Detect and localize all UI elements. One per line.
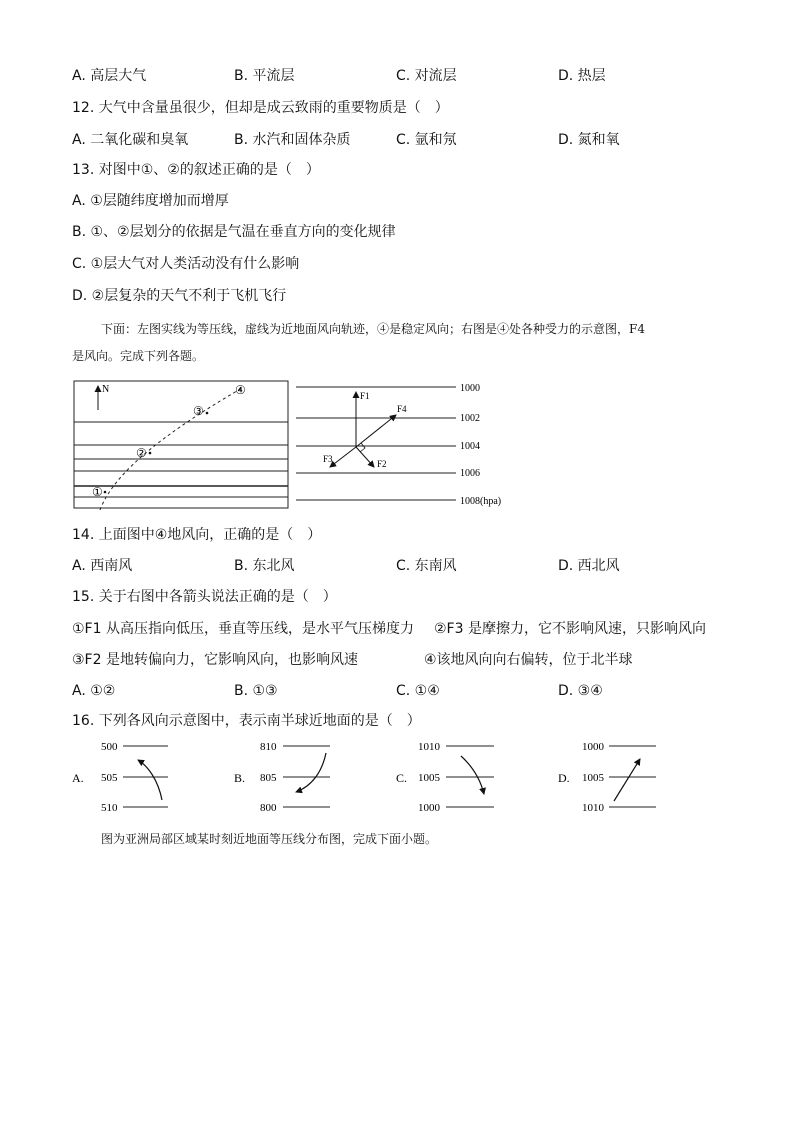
q15-option-c: C. ①④ (396, 683, 440, 699)
q14-option-d: D. 西北风 (558, 558, 620, 574)
intro-2: 图为亚洲局部区域某时刻近地面等压线分布图，完成下面小题。 (101, 832, 438, 846)
diagram-letter: D. (558, 771, 570, 785)
isobar-label: 1010 (418, 741, 440, 753)
wind-arrow-icon (461, 756, 484, 794)
q16-diagram-b (234, 741, 330, 814)
q15-statement-2: ②F3 是摩擦力，它不影响风速，只影响风向 (434, 621, 706, 637)
isobar-label: 1008(hpa) (460, 496, 502, 507)
q11-option-c: C. 对流层 (396, 68, 457, 84)
q14-option-c: C. 东南风 (396, 558, 457, 574)
intro-line-1: 下面：左图实线为等压线，虚线为近地面风向轨迹，④是稳定风向；右图是④处各种受力的示意图，F4 (101, 322, 645, 336)
q14-option-b: B. 东北风 (234, 558, 295, 574)
q11-option-b: B. 平流层 (234, 68, 295, 84)
diagram-letter: B. (234, 771, 246, 785)
q16-stem: 16. 下列各风向示意图中，表示南半球近地面的是（ ） (72, 713, 421, 729)
diagram-letter: A. (72, 771, 84, 785)
q15-option-d: D. ③④ (558, 683, 603, 699)
marker-2: ② (136, 446, 147, 460)
isobar-label: 505 (101, 772, 118, 784)
isobar-label: 1004 (460, 441, 480, 452)
force-label-f2: F2 (377, 459, 387, 469)
q12-option-c: C. 氩和氖 (396, 132, 457, 148)
wind-arrow-icon (614, 759, 640, 801)
marker-4: ④ (235, 383, 246, 397)
wind-arrow-icon (138, 760, 162, 800)
isobar-label: 1000 (582, 741, 604, 753)
marker-3: ③ (193, 404, 204, 418)
q12-option-d: D. 氮和氧 (558, 132, 620, 148)
force-label-f4: F4 (397, 404, 407, 414)
wind-arrow-icon (296, 753, 326, 792)
q13-option-d: D. ②层复杂的天气不利于飞机飞行 (72, 288, 287, 304)
q16-diagram-c (396, 741, 494, 814)
q14-option-a: A. 西南风 (72, 558, 133, 574)
q11-option-d: D. 热层 (558, 68, 606, 84)
diagram-letter: C. (396, 771, 408, 785)
intro-line-2: 是风向。完成下列各题。 (72, 349, 205, 363)
q13-stem: 13. 对图中①、②的叙述正确的是（ ） (72, 162, 320, 178)
force-label-f1: F1 (360, 391, 370, 401)
q16-diagram-a (72, 741, 168, 814)
north-label: N (102, 384, 110, 395)
isobar-label: 800 (260, 802, 277, 814)
q13-option-b: B. ①、②层划分的依据是气温在垂直方向的变化规律 (72, 224, 396, 240)
isobar-label: 1005 (418, 772, 440, 784)
isobar-label: 510 (101, 802, 118, 814)
q15-statement-4: ④该地风向向右偏转，位于北半球 (424, 652, 633, 668)
isobar-label: 810 (260, 741, 277, 753)
q14-stem: 14. 上面图中④地风向，正确的是（ ） (72, 527, 322, 543)
q15-stem: 15. 关于右图中各箭头说法正确的是（ ） (72, 589, 337, 605)
q16-diagram-d (558, 741, 656, 814)
isobar-label: 1010 (582, 802, 604, 814)
force-label-f3: F3 (323, 454, 333, 464)
q11-option-a: A. 高层大气 (72, 68, 147, 84)
isobar-label: 1005 (582, 772, 604, 784)
q13-option-a: A. ①层随纬度增加而增厚 (72, 193, 229, 209)
q12-option-a: A. 二氧化碳和臭氧 (72, 132, 189, 148)
q15-option-b: B. ①③ (234, 683, 278, 699)
q15-statement-3: ③F2 是地转偏向力，它影响风向，也影响风速 (72, 652, 358, 668)
isobar-label: 1000 (460, 383, 480, 394)
isobar-label: 1006 (460, 468, 480, 479)
q15-statement-1: ①F1 从高压指向低压，垂直等压线，是水平气压梯度力 (72, 621, 414, 637)
isobar-label: 805 (260, 772, 277, 784)
isobar-label: 1000 (418, 802, 440, 814)
q12-option-b: B. 水汽和固体杂质 (234, 132, 351, 148)
isobar-label: 1002 (460, 413, 480, 424)
q13-option-c: C. ①层大气对人类活动没有什么影响 (72, 256, 300, 272)
q12-stem: 12. 大气中含量虽很少，但却是成云致雨的重要物质是（ ） (72, 100, 449, 116)
isobar-label: 500 (101, 741, 118, 753)
marker-1: ① (92, 485, 103, 499)
q15-option-a: A. ①② (72, 683, 116, 699)
